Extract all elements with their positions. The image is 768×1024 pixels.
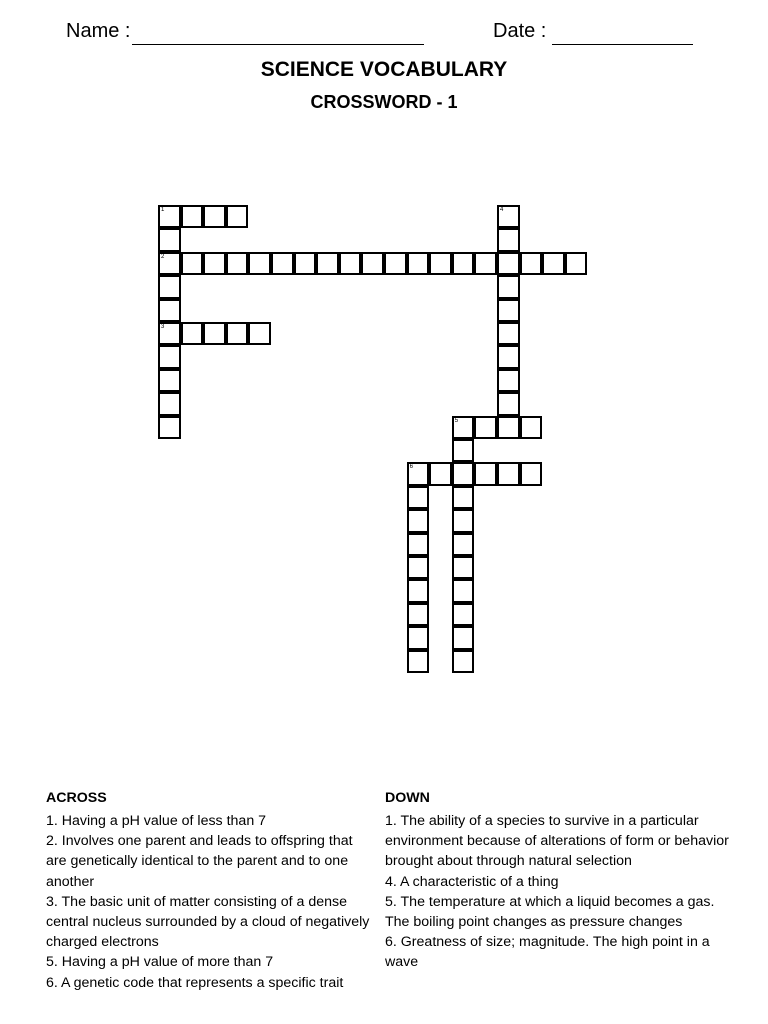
crossword-cell[interactable] — [316, 252, 339, 275]
crossword-cell[interactable] — [497, 345, 520, 368]
crossword-cell[interactable] — [452, 462, 475, 485]
cell-number: 5 — [454, 417, 459, 424]
down-clues — [385, 788, 730, 973]
crossword-cell[interactable] — [226, 252, 249, 275]
crossword-cell[interactable] — [158, 299, 181, 322]
crossword-cell[interactable] — [474, 252, 497, 275]
cell-number: 1 — [161, 207, 165, 213]
crossword-cell[interactable] — [226, 205, 249, 228]
crossword-cell[interactable] — [158, 322, 181, 345]
crossword-cell[interactable] — [407, 579, 430, 602]
across-clue: 5. Having a pH value of more than 7 — [46, 954, 274, 971]
crossword-cell[interactable] — [158, 392, 181, 415]
down-clue: 1. The ability of a species to survive in a particular environment because of alterations of form or behavior brought about through natural selection — [385, 813, 729, 870]
crossword-cell[interactable] — [497, 392, 520, 415]
crossword-cell[interactable] — [497, 299, 520, 322]
crossword-cell[interactable] — [497, 369, 520, 392]
down-clue: 6. Greatness of size; magnitude. The high point in a wave — [385, 934, 710, 971]
crossword-cell[interactable] — [158, 369, 181, 392]
across-clues — [46, 788, 376, 993]
crossword-cell[interactable] — [452, 416, 475, 439]
crossword-cell[interactable] — [497, 252, 520, 275]
crossword-cell[interactable] — [407, 462, 430, 485]
crossword-cell[interactable] — [429, 462, 452, 485]
across-clue: 2. Involves one parent and leads to offspring that are genetically identical to the parent and to one another — [46, 833, 353, 890]
crossword-cell[interactable] — [248, 322, 271, 345]
down-heading: DOWN — [385, 790, 430, 806]
crossword-cell[interactable] — [452, 486, 475, 509]
crossword-cell[interactable] — [520, 416, 543, 439]
crossword-cell[interactable] — [497, 228, 520, 251]
crossword-cell[interactable] — [181, 205, 204, 228]
name-label: Name : — [66, 20, 131, 42]
crossword-cell[interactable] — [407, 626, 430, 649]
crossword-cell[interactable] — [452, 650, 475, 673]
crossword-cell[interactable] — [474, 462, 497, 485]
across-clue: 6. A genetic code that represents a specific trait — [46, 974, 344, 991]
crossword-cell[interactable] — [429, 252, 452, 275]
cell-number: 3 — [161, 324, 165, 330]
crossword-cell[interactable] — [407, 509, 430, 532]
crossword-cell[interactable] — [497, 322, 520, 345]
crossword-cell[interactable] — [203, 205, 226, 228]
crossword-cell[interactable] — [452, 579, 475, 602]
crossword-cell[interactable] — [158, 228, 181, 251]
crossword-cell[interactable] — [452, 252, 475, 275]
crossword-cell[interactable] — [181, 322, 204, 345]
crossword-cell[interactable] — [226, 322, 249, 345]
crossword-cell[interactable] — [158, 416, 181, 439]
cell-number: 2 — [161, 253, 165, 260]
crossword-cell[interactable] — [474, 416, 497, 439]
crossword-cell[interactable] — [203, 322, 226, 345]
page-subtitle: CROSSWORD - 1 — [310, 92, 458, 112]
crossword-cell[interactable] — [158, 205, 181, 228]
crossword-cell[interactable] — [203, 252, 226, 275]
crossword-cell[interactable] — [497, 275, 520, 298]
crossword-cell[interactable] — [407, 252, 430, 275]
across-heading: ACROSS — [46, 790, 107, 806]
crossword-cell[interactable] — [497, 416, 520, 439]
crossword-cell[interactable] — [520, 252, 543, 275]
crossword-cell[interactable] — [158, 275, 181, 298]
crossword-cell[interactable] — [294, 252, 317, 275]
crossword-cell[interactable] — [565, 252, 588, 275]
across-clue: 3. The basic unit of matter consisting of a dense central nucleus surrounded by a cloud of negatively charged electrons — [46, 893, 370, 951]
page-title: SCIENCE VOCABULARY — [260, 58, 508, 81]
crossword-cell[interactable] — [407, 533, 430, 556]
crossword-cell[interactable] — [271, 252, 294, 275]
crossword-cell[interactable] — [384, 252, 407, 275]
crossword-cell[interactable] — [181, 252, 204, 275]
crossword-cell[interactable] — [407, 556, 430, 579]
crossword-cell[interactable] — [452, 439, 475, 462]
crossword-cell[interactable] — [452, 626, 475, 649]
crossword-cell[interactable] — [452, 556, 475, 579]
crossword-cell[interactable] — [497, 462, 520, 485]
date-label: Date : — [493, 20, 547, 42]
across-clue: 1. Having a pH value of less than 7 — [46, 813, 267, 829]
crossword-cell[interactable] — [158, 252, 181, 275]
crossword-cell[interactable] — [452, 533, 475, 556]
crossword-cell[interactable] — [520, 462, 543, 485]
crossword-cell[interactable] — [407, 603, 430, 626]
down-clue: 4. A characteristic of a thing — [385, 873, 559, 890]
crossword-cell[interactable] — [407, 486, 430, 509]
crossword-cell[interactable] — [542, 252, 565, 275]
crossword-cell[interactable] — [361, 252, 384, 275]
down-clue: 5. The temperature at which a liquid becomes a gas. The boiling point changes as pressure changes — [385, 893, 715, 931]
crossword-cell[interactable] — [158, 345, 181, 368]
crossword-cell[interactable] — [248, 252, 271, 275]
crossword-cell[interactable] — [497, 205, 520, 228]
cell-number: 4 — [500, 207, 504, 213]
crossword-cell[interactable] — [452, 603, 475, 626]
crossword-cell[interactable] — [407, 650, 430, 673]
crossword-cell[interactable] — [452, 509, 475, 532]
crossword-cell[interactable] — [339, 252, 362, 275]
cell-number: 6 — [409, 464, 413, 471]
